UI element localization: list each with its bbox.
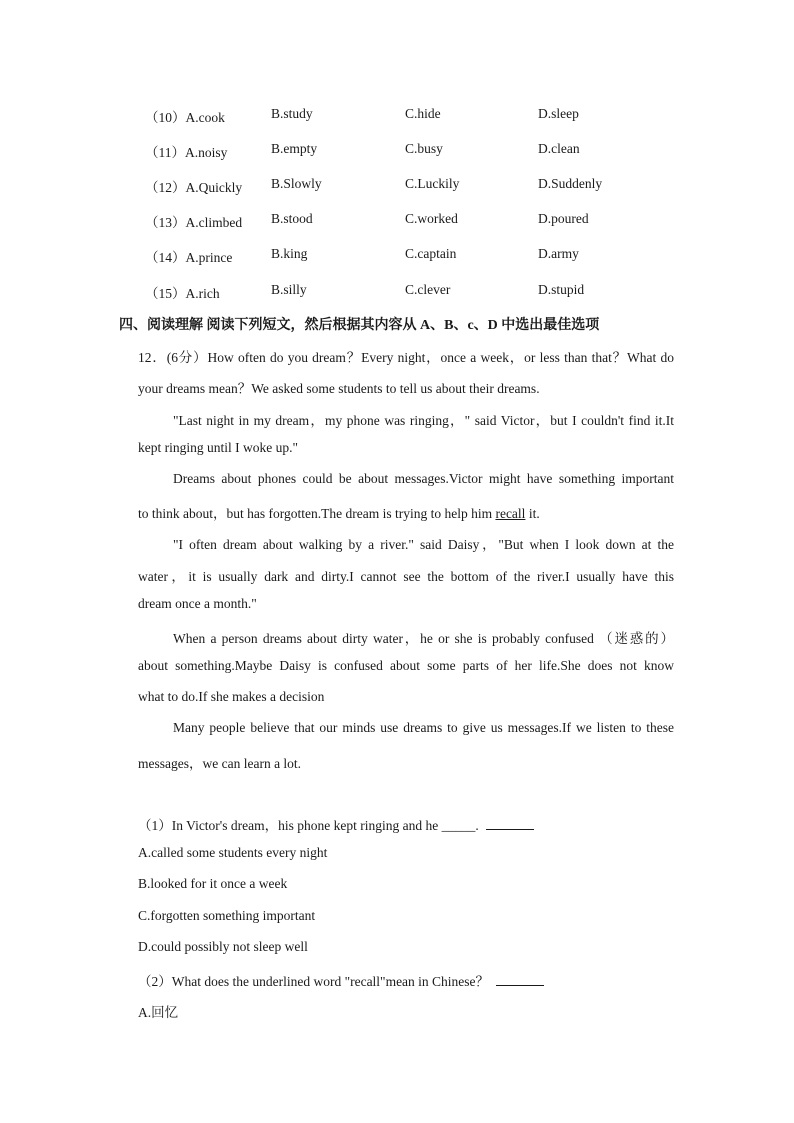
passage-line: what to do.If she makes a decision <box>138 689 325 704</box>
answer-blank[interactable] <box>486 816 534 831</box>
question-option-c[interactable]: C.Luckily <box>405 176 460 191</box>
question-number: （13） <box>145 215 186 230</box>
question-option-a[interactable] <box>145 246 232 266</box>
question-option-a[interactable] <box>145 141 227 161</box>
question-text: （1）In Victor's dream，his phone kept ringing and he _____. <box>138 818 483 833</box>
question-option-b[interactable]: B.king <box>271 246 308 261</box>
question-number: （11） <box>145 145 185 160</box>
question-option-a[interactable] <box>145 106 225 126</box>
question-text: （2）What does the underlined word "recall"mean in Chinese？ <box>138 974 493 989</box>
option-row <box>0 246 794 266</box>
question-option-c[interactable]: C.busy <box>405 141 443 156</box>
underlined-word: recall <box>495 506 526 521</box>
question-1-option-b[interactable]: B.looked for it once a week <box>138 876 288 891</box>
question-option-d[interactable]: D.stupid <box>538 282 585 297</box>
passage-line: 12．(6分）How often do you dream？Every night，once a week，or less than that？What do <box>138 350 674 365</box>
option-row <box>0 141 794 161</box>
question-1-option-c[interactable]: C.forgotten something important <box>138 908 316 923</box>
passage-line <box>138 502 540 522</box>
option-text: A.Quickly <box>185 180 243 195</box>
text-segment: it. <box>525 506 540 521</box>
option-text: A.cook <box>185 110 225 125</box>
answer-blank[interactable] <box>496 972 544 987</box>
question-option-a[interactable] <box>145 176 242 196</box>
question-option-d[interactable]: D.poured <box>538 211 589 226</box>
option-row <box>0 211 794 231</box>
passage-line: kept ringing until I woke up." <box>138 440 298 455</box>
passage-line: your dreams mean？We asked some students to tell us about their dreams. <box>138 381 540 396</box>
question-option-c[interactable]: C.clever <box>405 282 451 297</box>
question-option-b[interactable]: B.Slowly <box>271 176 322 191</box>
option-text: A.climbed <box>185 215 243 230</box>
section-heading: 四、阅读理解 阅读下列短文，然后根据其内容从 A、B、c、D 中选出最佳选项 <box>119 318 600 333</box>
passage-line: messages，we can learn a lot. <box>138 756 302 771</box>
question-option-c[interactable]: C.captain <box>405 246 457 261</box>
passage-line: "Last night in my dream，my phone was ringing，" said Victor，but I couldn't find it.It <box>173 413 674 428</box>
question-option-c[interactable]: C.worked <box>405 211 458 226</box>
option-row <box>0 176 794 196</box>
question-option-a[interactable] <box>145 282 220 302</box>
question-option-b[interactable]: B.stood <box>271 211 313 226</box>
passage-line: Many people believe that our minds use dreams to give us messages.If we listen to these <box>173 720 674 735</box>
question-2-option-a[interactable]: A.回忆 <box>138 1005 179 1020</box>
question-option-c[interactable]: C.hide <box>405 106 441 121</box>
passage-line: "I often dream about walking by a river." said Daisy，"But when I look down at the <box>173 537 674 552</box>
question-option-b[interactable]: B.silly <box>271 282 307 297</box>
option-row <box>0 106 794 126</box>
option-text: A.rich <box>185 286 220 301</box>
question-1-option-a[interactable]: A.called some students every night <box>138 845 328 860</box>
question-number: （14） <box>145 250 186 265</box>
question-option-d[interactable]: D.clean <box>538 141 580 156</box>
option-text: A.prince <box>185 250 233 265</box>
passage-line: Dreams about phones could be about messages.Victor might have something important <box>173 471 674 486</box>
question-number: （15） <box>145 286 186 301</box>
text-segment: to think about，but has forgotten.The dream is trying to help him <box>138 506 496 521</box>
option-row <box>0 282 794 302</box>
question-option-b[interactable]: B.study <box>271 106 313 121</box>
passage-line: about something.Maybe Daisy is confused about some parts of her life.She does not know <box>138 658 674 673</box>
question-option-d[interactable]: D.sleep <box>538 106 579 121</box>
question-option-b[interactable]: B.empty <box>271 141 318 156</box>
question-1-option-d[interactable]: D.could possibly not sleep well <box>138 939 308 954</box>
passage-line: When a person dreams about dirty water，he or she is probably confused （迷惑的） <box>173 631 674 646</box>
passage-line: dream once a month." <box>138 596 257 611</box>
passage-line: water，it is usually dark and dirty.I cannot see the bottom of the river.I usually have this <box>138 569 674 584</box>
question-option-a[interactable] <box>145 211 242 231</box>
question-1-stem <box>138 814 534 834</box>
question-2-stem <box>138 970 544 990</box>
question-number: （12） <box>145 180 186 195</box>
question-option-d[interactable]: D.Suddenly <box>538 176 603 191</box>
question-number: （10） <box>145 110 186 125</box>
option-text: A.noisy <box>185 145 228 160</box>
question-option-d[interactable]: D.army <box>538 246 579 261</box>
